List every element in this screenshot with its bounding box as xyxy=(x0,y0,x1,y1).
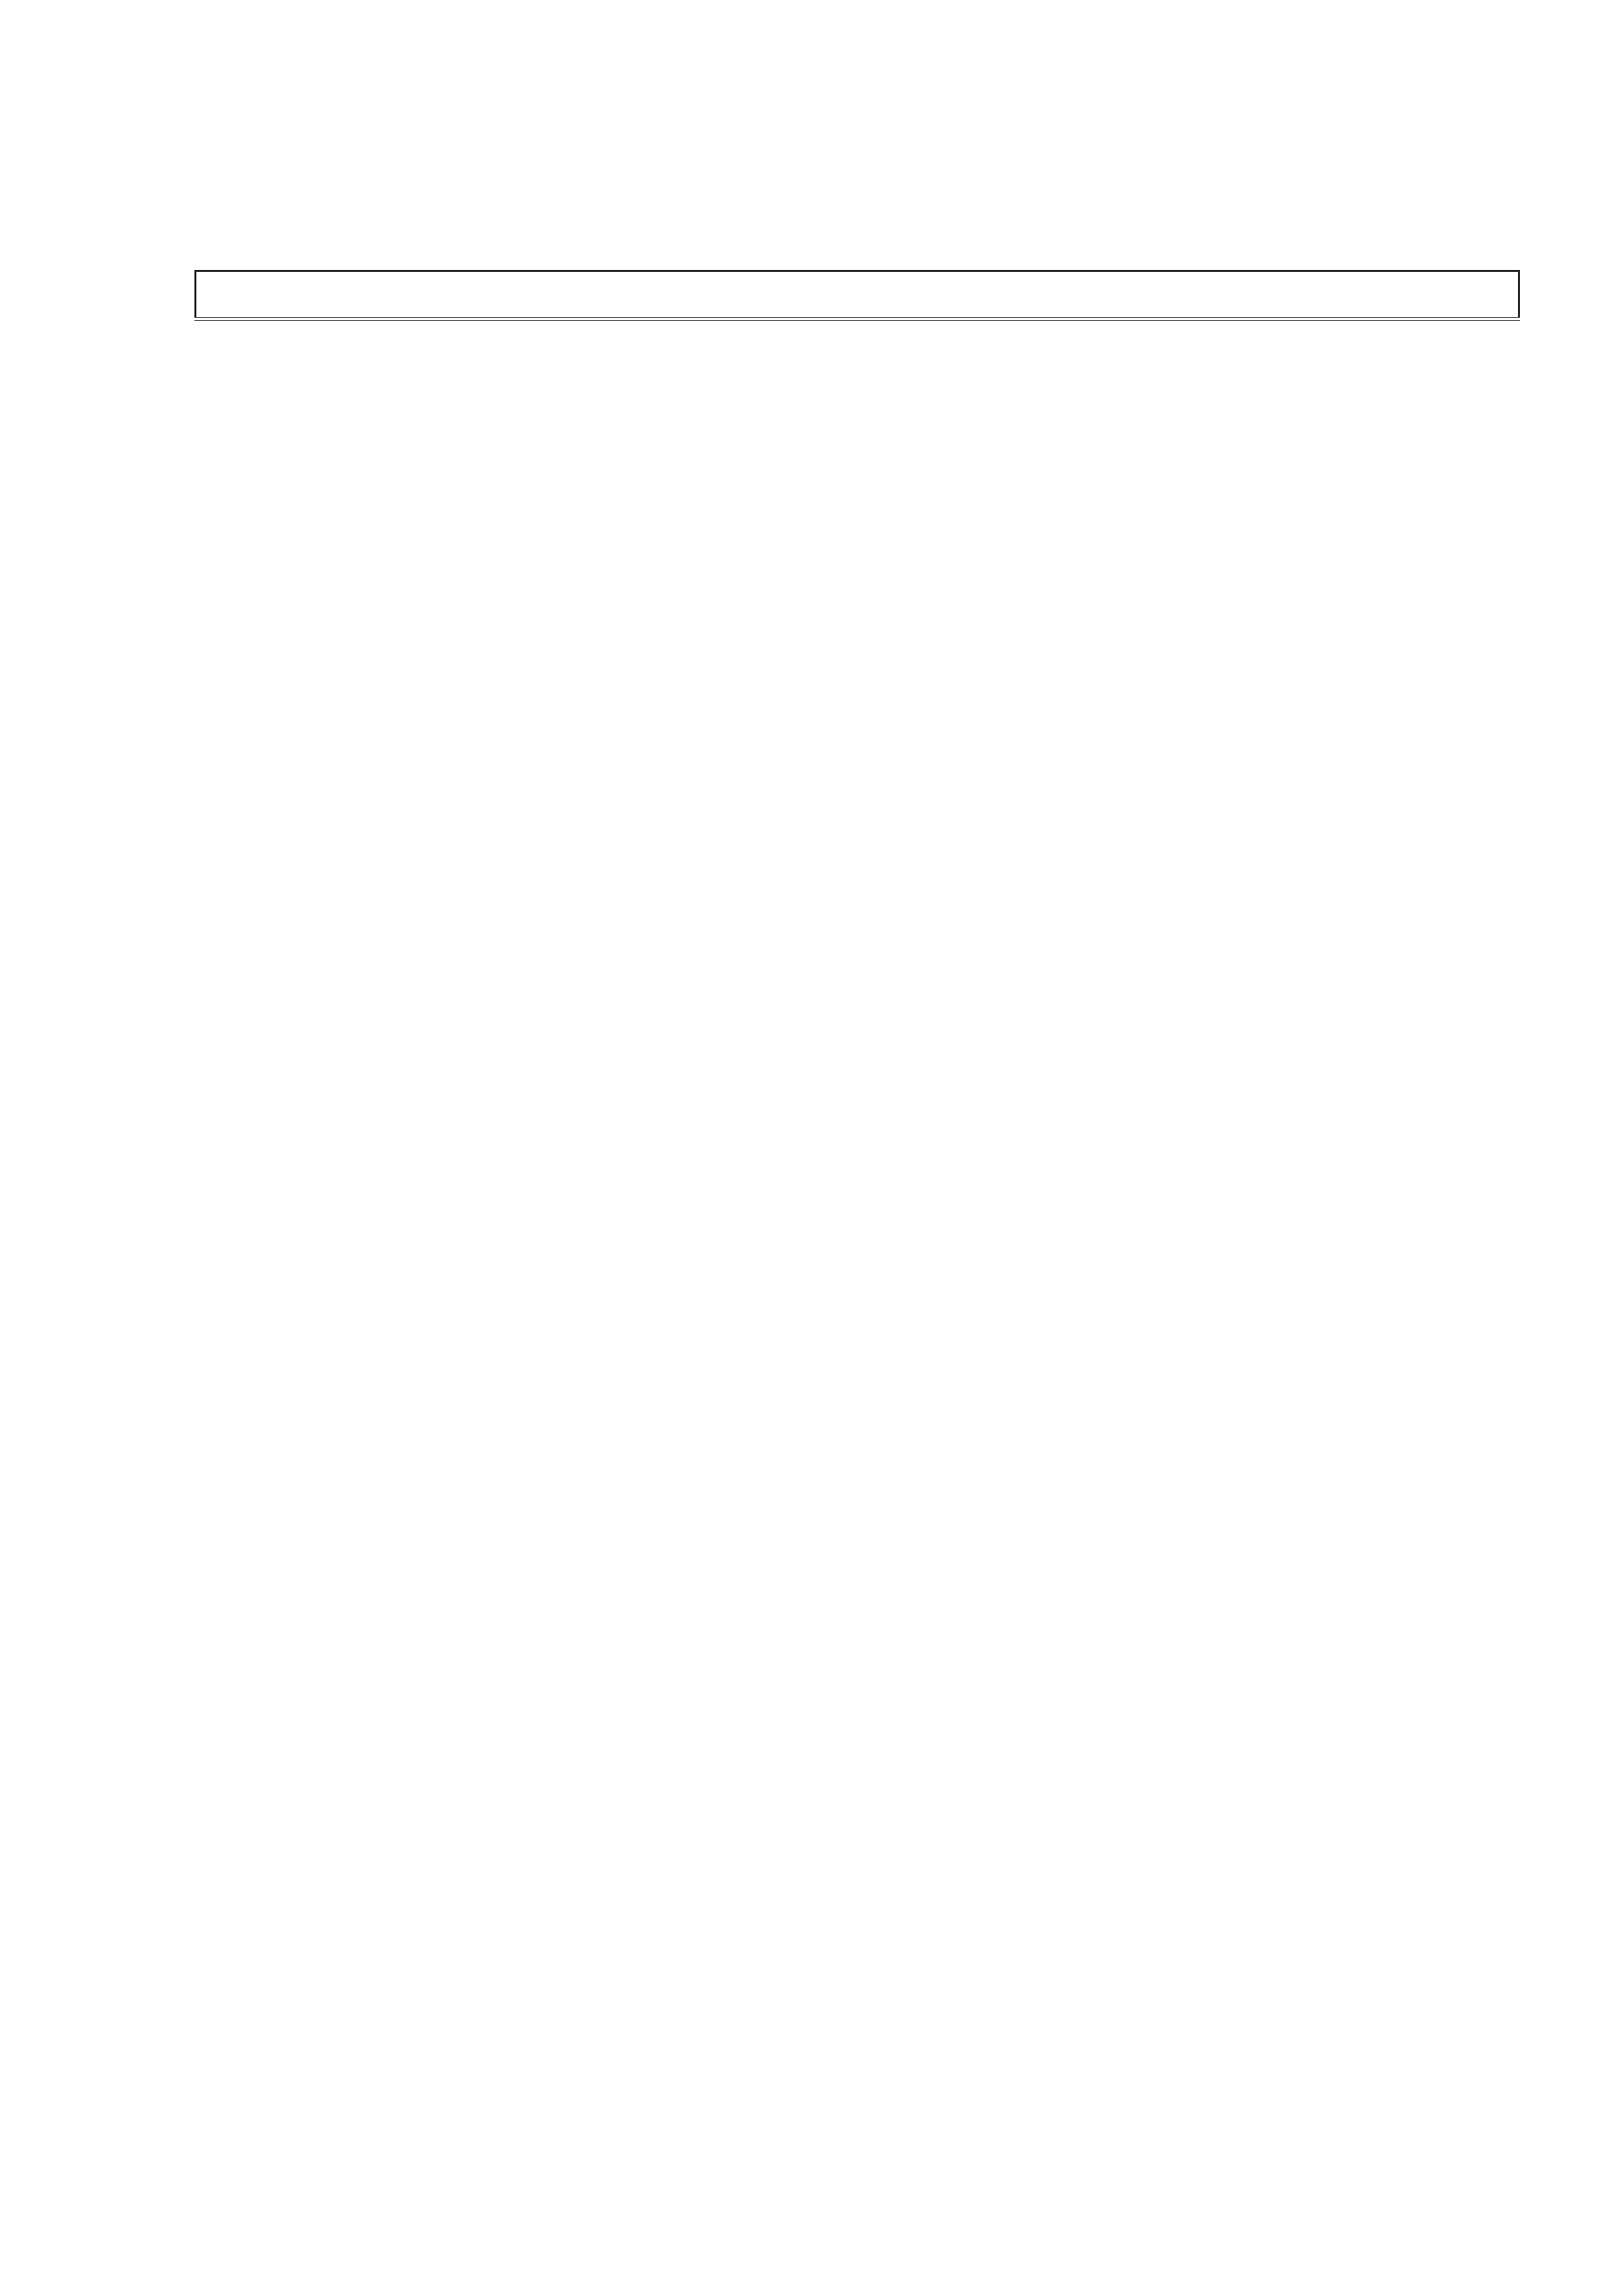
table-column-header xyxy=(195,271,1519,319)
tasks-table xyxy=(194,270,1520,321)
